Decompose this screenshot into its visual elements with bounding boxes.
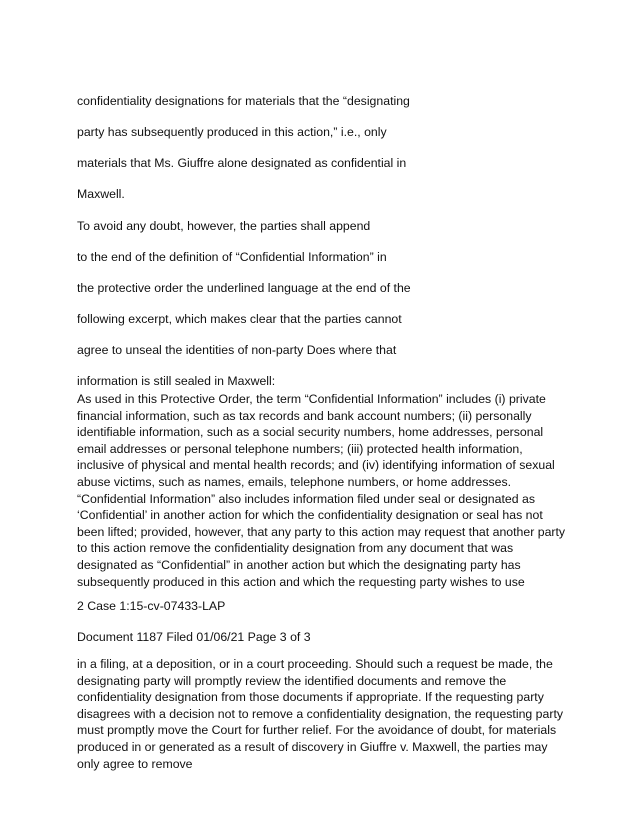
- footer-case-number: 2 Case 1:15-cv-07433-LAP: [77, 599, 226, 613]
- continuation-paragraph: in a filing, at a deposition, or in a court proceeding. Should such a request be made, the designating party will promptly review the identified documents and remove the confidentiality designation from those documents if appropriate. If the requesting party disagrees with a decision not to remove a confidentiality designation, the requesting party must promptly move the Court for further relief. For the avoidance of doubt, for materials produced in or generated as a result of discovery in Giuffre v. Maxwell, the parties may only agree to remove: [77, 657, 564, 771]
- body-line-8: following excerpt, which makes clear that the parties cannot: [77, 312, 402, 326]
- body-line-4: Maxwell.: [77, 187, 125, 201]
- body-line-10: information is still sealed in Maxwell:: [77, 374, 276, 388]
- body-line-9: agree to unseal the identities of non-party Does where that: [77, 343, 397, 357]
- body-line-1: confidentiality designations for materials that the “designating: [77, 94, 410, 108]
- body-line-5: To avoid any doubt, however, the parties shall append: [77, 219, 371, 233]
- body-line-3: materials that Ms. Giuffre alone designated as confidential in: [77, 156, 407, 170]
- footer-document-info: Document 1187 Filed 01/06/21 Page 3 of 3: [77, 630, 311, 644]
- body-line-2: party has subsequently produced in this action,” i.e., only: [77, 125, 387, 139]
- quoted-excerpt: As used in this Protective Order, the term “Confidential Information” includes (i) private financial information, such as tax records and bank account numbers; (ii) personally identifiable information, such as a social security numbers, home addresses, personal email addresses or personal telephone numbers; (iii) protected health information, inclusive of physical and mental health records; and (iv) identifying information of sexual abuse victims, such as names, emails, telephone numbers, or home addresses. “Confidential Information” also includes information filed under seal or designated as ‘Confidential’ in another action for which the confidentiality designation or seal has not been lifted; provided, however, that any party to this action may request that another party to this action remove the confidentiality designation from any document that was designated as “Confidential” in another action but which the designating party has subsequently produced in this action and which the requesting party wishes to use: [77, 392, 566, 589]
- body-line-6: to the end of the definition of “Confidential Information” in: [77, 250, 387, 264]
- body-line-7: the protective order the underlined language at the end of the: [77, 281, 411, 295]
